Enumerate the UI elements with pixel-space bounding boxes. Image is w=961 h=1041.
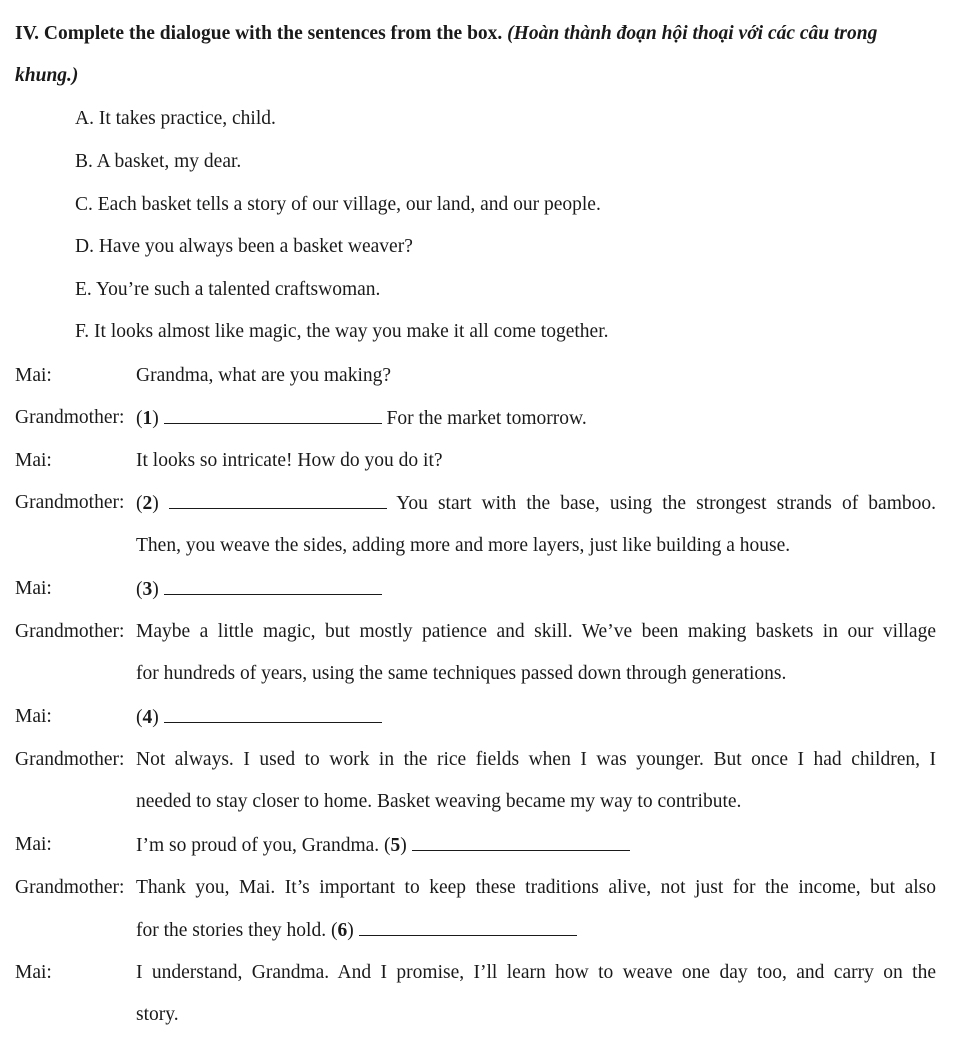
dialogue-text: I’m so proud of you, Grandma. [136, 835, 380, 856]
gap-open-paren: ( [136, 493, 143, 514]
speaker-grandmother: Grandmother: [15, 877, 125, 898]
speaker-mai: Mai: [15, 450, 52, 471]
speaker-mai: Mai: [15, 365, 52, 386]
dialogue-line: Maybe a little magic, but mostly patience and skill. We’ve been making baskets in our village [136, 621, 936, 642]
dialogue-line: Not always. I used to work in the rice fields when I was younger. But once I had children, I [136, 749, 936, 770]
dialogue-line-continued: story. [136, 1004, 179, 1025]
gap-number: 6 [337, 920, 348, 941]
gap-number: 1 [142, 408, 153, 429]
gap-open-paren: ( [330, 920, 338, 941]
option-d: D. Have you always been a basket weaver? [75, 236, 413, 257]
speaker-grandmother: Grandmother: [15, 407, 125, 428]
dialogue-line: Grandma, what are you making? [136, 365, 392, 386]
dialogue-line [136, 406, 587, 431]
option-f: F. It looks almost like magic, the way you make it all come together. [75, 321, 609, 342]
answer-blank-5[interactable] [412, 833, 630, 851]
dialogue-text: for the stories they hold. [136, 920, 327, 941]
dialogue-line-continued: needed to stay closer to home. Basket weaving became my way to contribute. [136, 791, 742, 812]
option-e: E. You’re such a talented craftswoman. [75, 279, 381, 300]
answer-blank-4[interactable] [164, 705, 382, 723]
gap-close-paren: ) [152, 579, 159, 600]
option-a: A. It takes practice, child. [75, 108, 276, 129]
dialogue-text: For the market tomorrow. [386, 408, 587, 429]
gap-close-paren: ) [347, 920, 354, 941]
dialogue-line-continued [136, 918, 577, 943]
dialogue-line: I understand, Grandma. And I promise, I’ll learn how to weave one day too, and carry on the [136, 962, 936, 983]
gap-open-paren: ( [136, 707, 143, 728]
gap-close-paren: ) [152, 493, 159, 514]
gap-close-paren: ) [152, 408, 159, 429]
gap-close-paren: ) [400, 835, 407, 856]
speaker-mai: Mai: [15, 834, 52, 855]
dialogue-line [136, 705, 382, 730]
heading-instruction: IV. Complete the dialogue with the sentences from the box. [15, 23, 503, 44]
dialogue-line: It looks so intricate! How do you do it? [136, 450, 443, 471]
gap-open-paren: ( [136, 579, 143, 600]
speaker-mai: Mai: [15, 578, 52, 599]
speaker-grandmother: Grandmother: [15, 749, 125, 770]
answer-blank-2[interactable] [169, 491, 387, 509]
exercise-heading [15, 22, 877, 46]
heading-translation: (Hoàn thành đoạn hội thoại với các câu trong [507, 23, 878, 44]
option-b: B. A basket, my dear. [75, 151, 242, 172]
gap-close-paren: ) [152, 707, 159, 728]
dialogue-line [136, 577, 382, 602]
dialogue-line [136, 833, 630, 858]
speaker-mai: Mai: [15, 962, 52, 983]
exercise-heading-continued [15, 64, 78, 88]
dialogue-text: You start with the base, using the strongest strands of bamboo. [396, 493, 936, 514]
gap-number: 5 [390, 835, 401, 856]
answer-blank-6[interactable] [359, 918, 577, 936]
gap-number: 4 [142, 707, 153, 728]
dialogue-line-continued: Then, you weave the sides, adding more and more layers, just like building a house. [136, 535, 791, 556]
speaker-grandmother: Grandmother: [15, 621, 125, 642]
answer-blank-1[interactable] [164, 406, 382, 424]
dialogue-line: Thank you, Mai. It’s important to keep these traditions alive, not just for the income, but also [136, 877, 936, 898]
dialogue-line [136, 491, 936, 515]
speaker-grandmother: Grandmother: [15, 492, 125, 513]
answer-blank-3[interactable] [164, 577, 382, 595]
gap-number: 3 [142, 579, 153, 600]
gap-open-paren: ( [384, 835, 391, 856]
heading-translation-end: khung.) [15, 65, 79, 86]
speaker-mai: Mai: [15, 706, 52, 727]
gap-number: 2 [142, 493, 153, 514]
gap-open-paren: ( [136, 408, 143, 429]
dialogue-line-continued: for hundreds of years, using the same techniques passed down through generations. [136, 663, 787, 684]
option-c: C. Each basket tells a story of our village, our land, and our people. [75, 194, 601, 215]
